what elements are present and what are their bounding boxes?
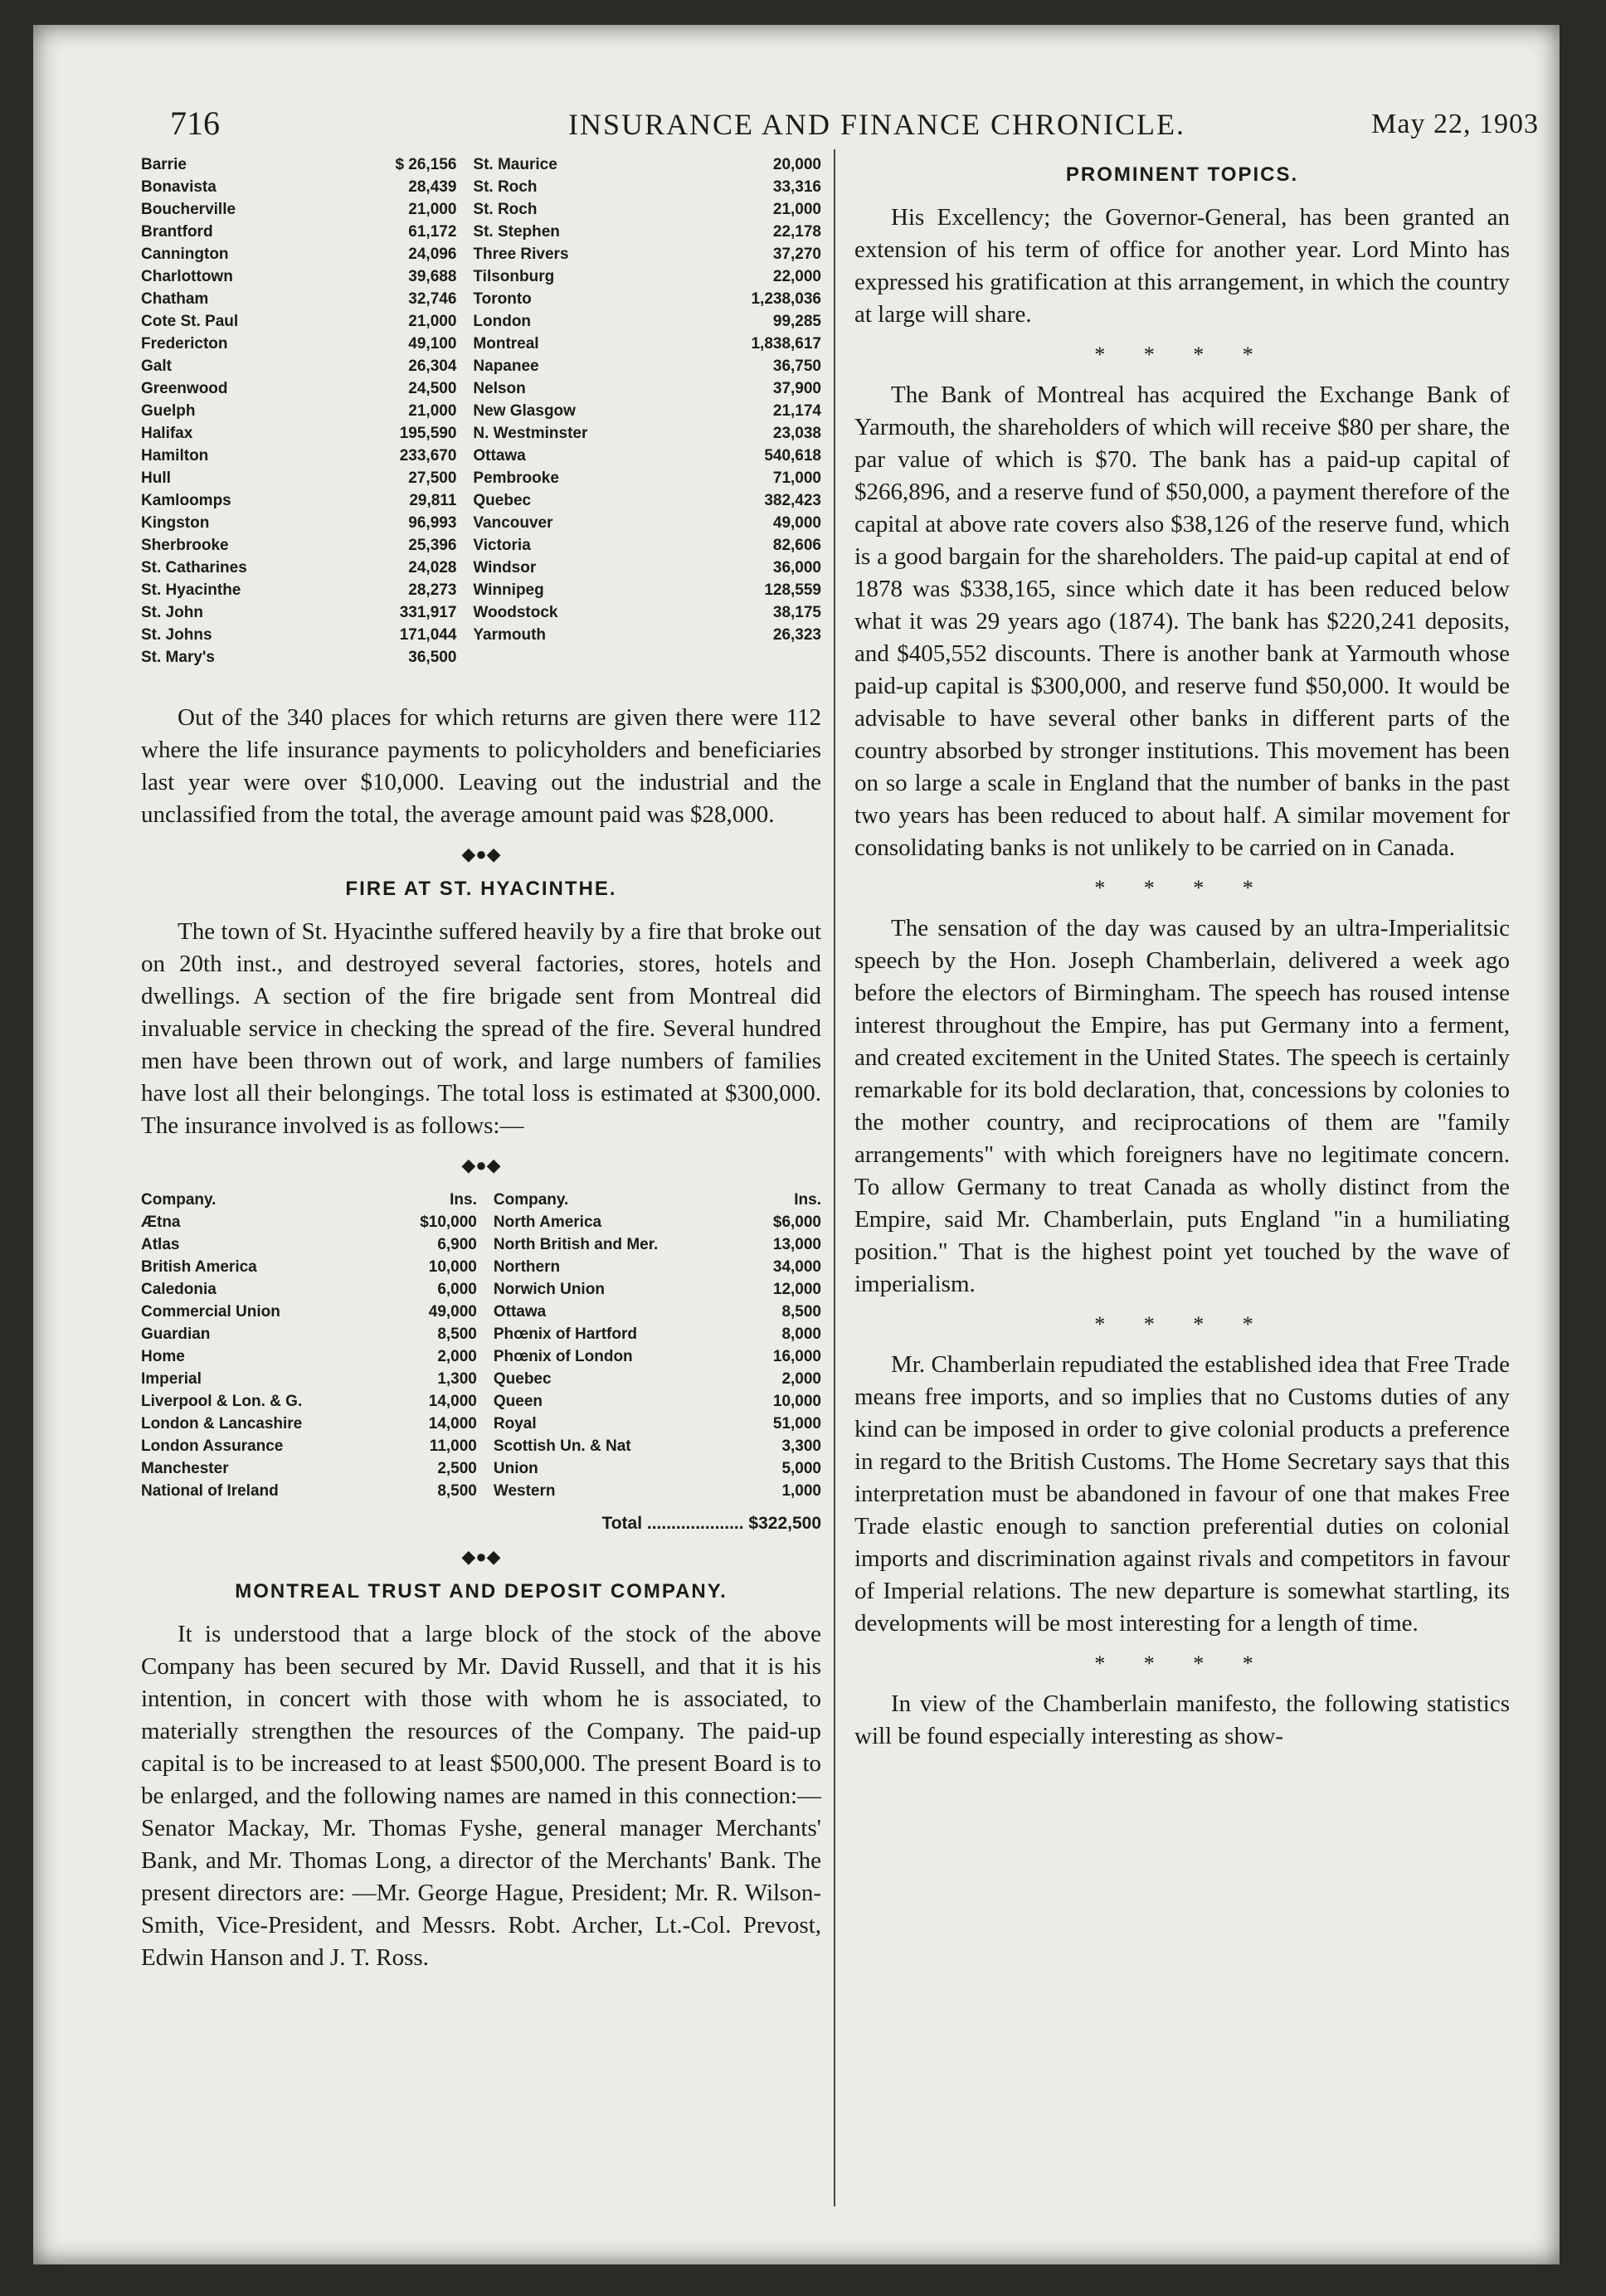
table-value-cell: 28,273 <box>408 581 457 599</box>
table-name-cell <box>473 646 689 669</box>
table-name-cell: British America <box>141 1258 257 1276</box>
table-row <box>141 1368 821 1390</box>
table-name-cell: Charlottown <box>141 268 233 285</box>
table-row <box>141 489 821 512</box>
table-value-cell: 27,500 <box>408 469 457 487</box>
table-name-cell: St. Roch <box>473 178 538 196</box>
table-value-cell: 171,044 <box>399 626 457 644</box>
column-gap <box>477 1278 494 1301</box>
column-gap <box>477 1390 494 1413</box>
table-header-cell: Ins. <box>794 1191 821 1209</box>
column-gap <box>456 467 473 489</box>
table-header-cell: Company. <box>141 1191 217 1209</box>
table-name-cell: London Assurance <box>141 1437 284 1455</box>
table-value-cell <box>689 646 821 669</box>
topic-governor-general: His Excellency; the Governor-General, has been granted an extension of his term of office for another year. Lord Minto has expressed his gratification at this arrangement, in which the country at large will share. <box>854 204 1510 328</box>
table-value-cell: 39,688 <box>408 268 457 285</box>
column-divider <box>834 149 835 2206</box>
table-name-cell: Ottawa <box>473 447 526 465</box>
table-value-cell: 51,000 <box>772 1415 821 1433</box>
table-value-cell: 21,000 <box>408 402 457 420</box>
page-number: 716 <box>170 105 220 142</box>
table-value-cell: 13,000 <box>772 1236 821 1253</box>
column-gap <box>456 646 473 669</box>
column-gap <box>477 1435 494 1457</box>
column-gap <box>456 153 473 176</box>
table-name-cell: Royal <box>493 1415 537 1433</box>
column-gap <box>456 557 473 579</box>
table-name-cell: Sherbrooke <box>141 537 229 554</box>
topic-chamberlain-speech: The sensation of the day was caused by an ultra-Imperialitsic speech by the Hon. Joseph Chamberlain, delivered a week ago before the electors of Birmingham. The speech has roused intense interest throughout the Empire, has put Germany into a ferment, and created excitement in the United States. The speech is certainly remarkable for its bold declaration, that, concessions by colonies to the mother country, and reciprocations of them are "family arrangements" with which foreigners have no legitimate concern. To allow Germany to treat Canada as wholly distinct from the Empire, said Mr. Chamberlain, puts England "in a humiliating position." That is the highest point yet touched by the wave of imperialism. <box>854 915 1510 1297</box>
table-value-cell: 25,396 <box>408 537 457 554</box>
table-value-cell: 14,000 <box>428 1415 477 1433</box>
column-gap <box>477 1301 494 1323</box>
table-name-cell: Home <box>141 1348 185 1365</box>
table-value-cell: 3,300 <box>781 1437 821 1455</box>
table-value-cell: 49,000 <box>428 1303 477 1321</box>
places-summary: Out of the 340 places for which returns are given there were 112 where the life insurance payments to policyholders and beneficiaries last year were over $10,000. Leaving out the industrial and the unclassified from the total, the average amount paid was $28,000. <box>141 704 821 828</box>
column-gap <box>456 310 473 333</box>
table-name-cell: Scottish Un. & Nat <box>493 1437 631 1455</box>
column-gap <box>456 176 473 198</box>
table-row <box>141 1301 821 1323</box>
table-value-cell: 29,811 <box>409 492 457 509</box>
table-name-cell: Kingston <box>141 514 210 532</box>
table-name-cell: Woodstock <box>473 604 558 621</box>
table-name-cell: Windsor <box>473 559 537 576</box>
table-row <box>141 288 821 310</box>
column-gap <box>477 1345 494 1368</box>
table-name-cell: Hamilton <box>141 447 209 465</box>
column-gap <box>477 1480 494 1502</box>
table-row <box>141 1413 821 1435</box>
table-row <box>141 153 821 176</box>
table-row <box>141 400 821 422</box>
table-row <box>141 1256 821 1278</box>
table-value-cell: 71,000 <box>772 469 821 487</box>
table-name-cell: St. Mary's <box>141 649 215 666</box>
table-row <box>141 1480 821 1502</box>
column-gap <box>456 512 473 534</box>
column-gap <box>456 333 473 355</box>
column-gap <box>477 1457 494 1480</box>
table-value-cell: 2,000 <box>781 1370 821 1388</box>
column-gap <box>477 1368 494 1390</box>
table-name-cell: Union <box>493 1460 538 1477</box>
table-row <box>141 1211 821 1233</box>
table-name-cell: Tilsonburg <box>473 268 555 285</box>
table-value-cell: 14,000 <box>428 1393 477 1410</box>
column-gap <box>477 1233 494 1256</box>
table-name-cell: Toronto <box>473 290 532 308</box>
table-name-cell: Atlas <box>141 1236 180 1253</box>
topics-heading: PROMINENT TOPICS. <box>1065 163 1299 186</box>
table-name-cell: Halifax <box>141 425 193 442</box>
table-header-cell: Ins. <box>450 1191 477 1209</box>
column-gap <box>477 1211 494 1233</box>
table-name-cell: Commercial Union <box>141 1303 280 1321</box>
table-row <box>141 198 821 221</box>
table-value-cell: 33,316 <box>772 178 821 196</box>
topic-free-trade: Mr. Chamberlain repudiated the established idea that Free Trade means free imports, and so implies that no Customs duties of any kind can be imposed in order to give colonial products a preference in regard to the British Customs. The Home Secretary says that this interpretation must be abandoned in favour of one that makes Free Trade elastic enough to sanction preferential duties on colonial imports and discrimination against rivals and competitors in favour of Imperial relations. The new departure is somewhat startling, its developments will be most interesting for a length of time. <box>854 1351 1510 1637</box>
table-value-cell: 24,028 <box>408 559 457 576</box>
table-row <box>141 310 821 333</box>
table-name-cell: Nelson <box>473 380 526 397</box>
table-name-cell: Quebec <box>493 1370 552 1388</box>
table-value-cell: 22,178 <box>772 223 821 241</box>
table-value-cell: 195,590 <box>399 425 457 442</box>
table-row <box>141 422 821 445</box>
table-value-cell: 10,000 <box>772 1393 821 1410</box>
places-table <box>141 153 821 669</box>
table-name-cell: Guelph <box>141 402 196 420</box>
table-value-cell: 6,000 <box>437 1281 477 1298</box>
table-value-cell: 8,500 <box>437 1482 477 1500</box>
table-value-cell: 21,000 <box>408 313 457 330</box>
table-row <box>141 1457 821 1480</box>
table-row <box>141 1345 821 1368</box>
table-value-cell: 36,750 <box>772 358 821 375</box>
column-gap <box>477 1189 494 1211</box>
column-gap <box>456 601 473 624</box>
column-gap <box>456 265 473 288</box>
table-value-cell: 36,500 <box>408 649 457 666</box>
table-value-cell: 2,500 <box>437 1460 477 1477</box>
table-value-cell: 24,500 <box>408 380 457 397</box>
topic-bank-of-montreal: The Bank of Montreal has acquired the Exchange Bank of Yarmouth, the shareholders of which will receive $80 per share, the par value of which is $70. The bank has a paid-up capital of $266,896, and a reserve fund of $50,000, a payment therefore of the capital at above rate covers also $38,126 of the reserve fund, which is a good bargain for the shareholders. The paid-up capital at end of 1878 was $338,165, since which date it has been reduced below what it was 29 years ago (1874). The bank has $220,241 deposits, and $405,552 discounts. There is another bank at Yarmouth whose paid-up capital is $300,000, and reserve fund $50,000. It would be advisable to have several other banks in different parts of the country absorbed by stronger institutions. This movement has been on so large a scale in England that the number of banks in the past two years has been reduced to about half. A similar movement for consolidating banks is not unlikely to be carried on in Canada. <box>854 382 1510 861</box>
table-name-cell: Victoria <box>473 537 531 554</box>
ornament-divider: ◆●◆ <box>461 844 501 864</box>
table-value-cell: 37,900 <box>772 380 821 397</box>
table-name-cell: Norwich Union <box>493 1281 605 1298</box>
table-name-cell: Ottawa <box>493 1303 547 1321</box>
table-row <box>141 243 821 265</box>
column-gap <box>456 400 473 422</box>
table-name-cell: Yarmouth <box>473 626 547 644</box>
table-name-cell: London <box>473 313 532 330</box>
table-name-cell: Manchester <box>141 1460 229 1477</box>
table-header-row <box>141 1189 821 1211</box>
column-gap <box>477 1323 494 1345</box>
table-row <box>141 579 821 601</box>
table-value-cell: 82,606 <box>772 537 821 554</box>
table-name-cell: N. Westminster <box>473 425 588 442</box>
table-value-cell: 21,000 <box>772 201 821 218</box>
table-row <box>141 355 821 377</box>
table-name-cell: Liverpool & Lon. & G. <box>141 1393 303 1410</box>
table-name-cell: St. Catharines <box>141 559 247 576</box>
table-name-cell: Chatham <box>141 290 209 308</box>
table-row <box>141 333 821 355</box>
table-row <box>141 601 821 624</box>
column-gap <box>456 355 473 377</box>
table-value-cell: 233,670 <box>399 447 457 465</box>
table-name-cell: Imperial <box>141 1370 202 1388</box>
table-name-cell: Barrie <box>141 156 187 173</box>
table-row <box>141 1233 821 1256</box>
table-row <box>141 646 821 669</box>
table-name-cell: Fredericton <box>141 335 228 353</box>
table-value-cell: 12,000 <box>772 1281 821 1298</box>
table-name-cell: Western <box>493 1482 556 1500</box>
table-header-cell: Company. <box>493 1191 569 1209</box>
table-name-cell: Galt <box>141 358 172 375</box>
table-value-cell: 8,000 <box>781 1326 821 1343</box>
table-name-cell: Quebec <box>473 492 532 509</box>
total-label: Total <box>601 1514 643 1533</box>
table-value-cell: 61,172 <box>408 223 457 241</box>
table-name-cell: St. Stephen <box>473 223 560 241</box>
table-row <box>141 512 821 534</box>
table-row <box>141 1278 821 1301</box>
table-value-cell: 26,323 <box>772 626 821 644</box>
table-value-cell: 99,285 <box>772 313 821 330</box>
table-row <box>141 467 821 489</box>
table-value-cell: 540,618 <box>764 447 821 465</box>
insurance-total: Total .................... $322,500 <box>601 1514 821 1533</box>
table-name-cell: Hull <box>141 469 171 487</box>
total-value: $322,500 <box>748 1514 821 1533</box>
column-gap <box>456 534 473 557</box>
table-row <box>141 624 821 646</box>
table-name-cell: Northern <box>493 1258 561 1276</box>
ornament-divider: ◆●◆ <box>461 1155 501 1175</box>
table-name-cell: Napanee <box>473 358 539 375</box>
table-row <box>141 221 821 243</box>
table-name-cell: New Glasgow <box>473 402 576 420</box>
table-value-cell: 23,038 <box>772 425 821 442</box>
column-gap <box>477 1413 494 1435</box>
column-gap <box>456 489 473 512</box>
table-name-cell: Ætna <box>141 1214 181 1231</box>
star-divider: * * * * <box>1094 876 1270 900</box>
table-name-cell: Guardian <box>141 1326 211 1343</box>
table-value-cell: $10,000 <box>420 1214 477 1231</box>
left-column <box>141 153 821 1974</box>
column-gap <box>456 243 473 265</box>
table-name-cell: Cannington <box>141 246 229 263</box>
table-value-cell: 2,000 <box>437 1348 477 1365</box>
table-name-cell: St. Maurice <box>473 156 557 173</box>
table-value-cell: 21,174 <box>772 402 821 420</box>
publication-title: INSURANCE AND FINANCE CHRONICLE. <box>568 108 1186 141</box>
table-value-cell: 11,000 <box>429 1437 477 1455</box>
table-value-cell: 22,000 <box>772 268 821 285</box>
table-row <box>141 1390 821 1413</box>
table-value-cell: 5,000 <box>781 1460 821 1477</box>
table-value-cell: 34,000 <box>772 1258 821 1276</box>
table-name-cell: Three Rivers <box>473 246 569 263</box>
table-value-cell: 16,000 <box>772 1348 821 1365</box>
issue-date: May 22, 1903 <box>1371 109 1539 139</box>
table-value-cell: 1,000 <box>781 1482 821 1500</box>
table-name-cell: Montreal <box>473 335 539 353</box>
table-value-cell: $ 26,156 <box>395 156 457 173</box>
table-value-cell: 24,096 <box>408 246 457 263</box>
column-gap <box>456 422 473 445</box>
table-value-cell: 37,270 <box>772 246 821 263</box>
table-value-cell: 382,423 <box>764 492 821 509</box>
table-name-cell: St. Johns <box>141 626 212 644</box>
column-gap <box>456 288 473 310</box>
column-gap <box>456 445 473 467</box>
table-name-cell: Pembrooke <box>473 469 559 487</box>
table-value-cell: 8,500 <box>437 1326 477 1343</box>
column-gap <box>456 221 473 243</box>
table-row <box>141 445 821 467</box>
table-value-cell: 20,000 <box>772 156 821 173</box>
table-name-cell: Vancouver <box>473 514 553 532</box>
table-value-cell: 49,000 <box>772 514 821 532</box>
table-value-cell: 32,746 <box>408 290 457 308</box>
fire-heading: FIRE AT ST. HYACINTHE. <box>345 878 617 900</box>
table-value-cell: 96,993 <box>408 514 457 532</box>
table-name-cell: Queen <box>493 1393 543 1410</box>
ornament-divider: ◆●◆ <box>461 1546 501 1567</box>
table-value-cell: 6,900 <box>437 1236 477 1253</box>
table-value-cell: 28,439 <box>408 178 457 196</box>
table-value-cell: 1,300 <box>437 1370 477 1388</box>
table-value-cell: 49,100 <box>408 335 457 353</box>
column-gap <box>456 624 473 646</box>
table-value-cell: $6,000 <box>772 1214 821 1231</box>
fire-article: The town of St. Hyacinthe suffered heavily by a fire that broke out on 20th inst., and destroyed several factories, stores, hotels and dwellings. A section of the fire brigade sent from Montreal did invaluable service in checking the spread of the fire. Several hundred men have been thrown out of work, and large numbers of families have lost all their belongings. The total loss is estimated at $300,000. The insurance involved is as follows:— <box>141 918 821 1139</box>
column-gap <box>456 579 473 601</box>
table-name-cell: Boucherville <box>141 201 236 218</box>
table-row <box>141 265 821 288</box>
table-value-cell: 36,000 <box>772 559 821 576</box>
table-row <box>141 377 821 400</box>
table-name-cell: Brantford <box>141 223 213 241</box>
table-value-cell: 128,559 <box>764 581 821 599</box>
table-name-cell: Phœnix of Hartford <box>493 1326 637 1343</box>
insurance-table <box>141 1189 821 1502</box>
table-row <box>141 176 821 198</box>
table-value-cell: 1,838,617 <box>751 335 821 353</box>
table-name-cell: St. John <box>141 604 203 621</box>
table-value-cell: 8,500 <box>781 1303 821 1321</box>
star-divider: * * * * <box>1094 343 1270 367</box>
table-value-cell: 26,304 <box>408 358 457 375</box>
table-name-cell: North America <box>493 1214 602 1231</box>
table-row <box>141 1435 821 1457</box>
table-name-cell: Greenwood <box>141 380 228 397</box>
table-name-cell: North British and Mer. <box>493 1236 659 1253</box>
column-gap <box>456 198 473 221</box>
page-header <box>170 104 1539 153</box>
table-value-cell: 38,175 <box>772 604 821 621</box>
table-value-cell: 331,917 <box>399 604 457 621</box>
table-name-cell: London & Lancashire <box>141 1415 303 1433</box>
table-name-cell: Winnipeg <box>473 581 544 599</box>
table-value-cell: 10,000 <box>428 1258 477 1276</box>
column-gap <box>477 1256 494 1278</box>
trust-heading: MONTREAL TRUST AND DEPOSIT COMPANY. <box>235 1580 728 1603</box>
star-divider: * * * * <box>1094 1651 1270 1676</box>
table-name-cell: Caledonia <box>141 1281 217 1298</box>
table-name-cell: Phœnix of London <box>493 1348 633 1365</box>
table-name-cell: St. Hyacinthe <box>141 581 241 599</box>
table-name-cell: Cote St. Paul <box>141 313 239 330</box>
table-name-cell: National of Ireland <box>141 1482 279 1500</box>
table-row <box>141 557 821 579</box>
table-name-cell: Bonavista <box>141 178 217 196</box>
table-value-cell: 1,238,036 <box>751 290 821 308</box>
table-name-cell: Kamloomps <box>141 492 231 509</box>
topic-statistics-intro: In view of the Chamberlain manifesto, the following statistics will be found especially interesting as show- <box>854 1690 1510 1749</box>
table-row <box>141 1323 821 1345</box>
table-row <box>141 534 821 557</box>
trust-article: It is understood that a large block of the stock of the above Company has been secured by Mr. David Russell, and that it is his intention, in concert with those with whom he is associated, to materially strengthen the resources of the Company. The paid-up capital is to be increased to at least $500,000. The present Board is to be enlarged, and the following names are named in this connection:—Senator Mackay, Mr. Thomas Fyshe, general manager Merchants' Bank, and Mr. Thomas Long, a director of the Merchants' Bank. The present directors are: —Mr. George Hague, President; Mr. R. Wilson-Smith, Vice-President, and Messrs. Robt. Archer, Lt.-Col. Prevost, Edwin Hanson and J. T. Ross. <box>141 1621 821 1971</box>
star-divider: * * * * <box>1094 1312 1270 1336</box>
table-value-cell: 21,000 <box>408 201 457 218</box>
right-column <box>854 153 1510 1753</box>
column-gap <box>456 377 473 400</box>
table-name-cell: St. Roch <box>473 201 538 218</box>
